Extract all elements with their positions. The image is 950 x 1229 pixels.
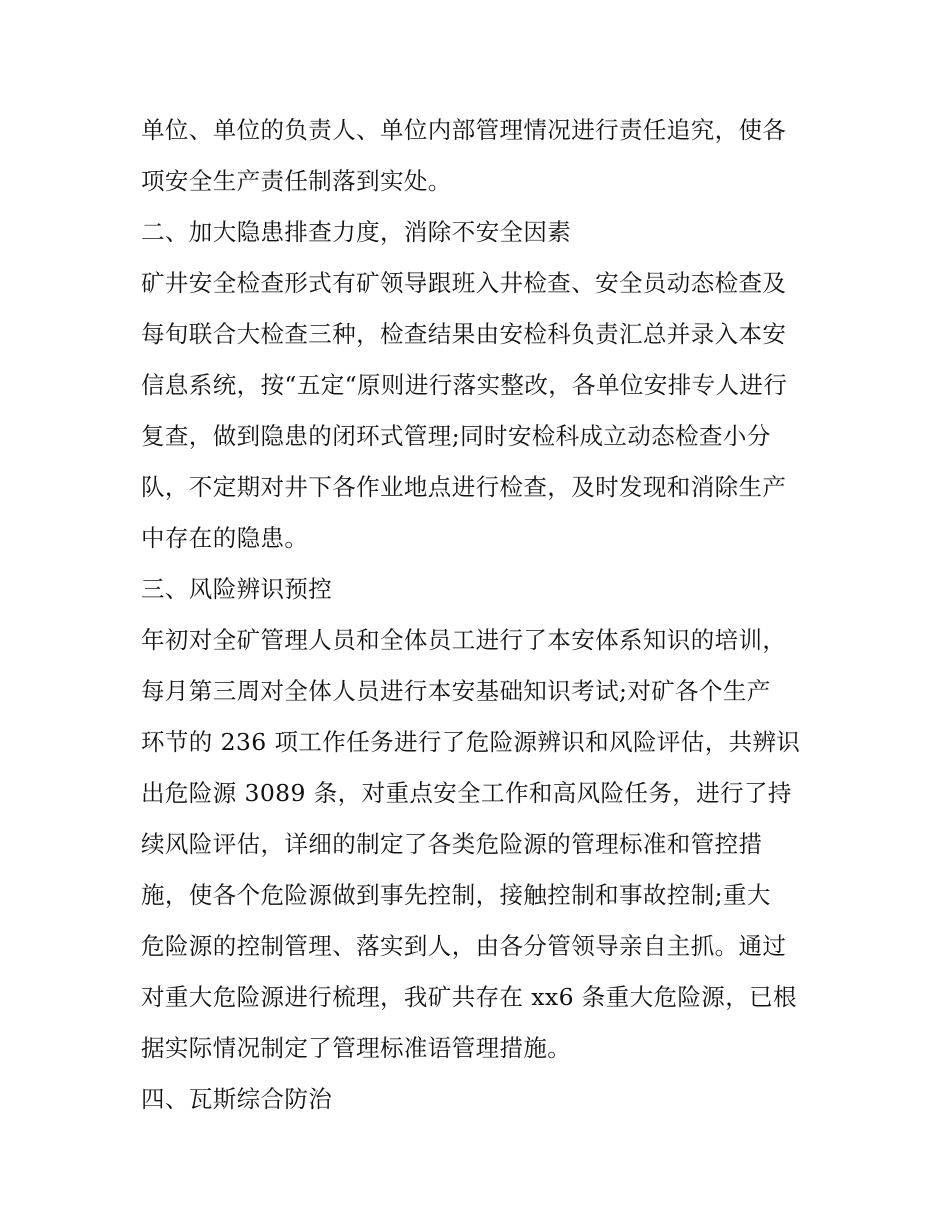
body-text-line: 危险源的控制管理、落实到人，由各分管领导亲自主抓。通过	[141, 932, 787, 960]
section-heading-4: 四、瓦斯综合防治	[141, 1085, 333, 1113]
body-text-line: 复查，做到隐患的闭环式管理;同时安检科成立动态检查小分	[141, 422, 771, 450]
body-text-line: 矿井安全检查形式有矿领导跟班入井检查、安全员动态检查及	[141, 269, 787, 297]
body-text-line: 对重大危险源进行梳理，我矿共存在 xx6 条重大危险源，已根	[141, 983, 797, 1011]
body-text-line: 每月第三周对全体人员进行本安基础知识考试;对矿各个生产	[141, 677, 771, 705]
body-text-line: 施，使各个危险源做到事先控制，接触控制和事故控制;重大	[141, 881, 771, 909]
body-text-line: 信息系统，按“五定“原则进行落实整改，各单位安排专人进行	[141, 371, 788, 399]
body-text-line: 单位、单位的负责人、单位内部管理情况进行责任追究，使各	[141, 116, 787, 144]
body-text-line: 据实际情况制定了管理标准语管理措施。	[141, 1034, 572, 1062]
section-heading-2: 二、加大隐患排查力度，消除不安全因素	[141, 218, 572, 246]
body-text-line: 年初对全矿管理人员和全体员工进行了本安体系知识的培训，	[141, 626, 787, 654]
document-body	[141, 105, 821, 1125]
body-text-line: 队，不定期对井下各作业地点进行检查，及时发现和消除生产	[141, 473, 787, 501]
section-heading-3: 三、风险辨识预控	[141, 575, 333, 603]
body-text-line: 中存在的隐患。	[141, 524, 309, 552]
body-text-line: 环节的 236 项工作任务进行了危险源辨识和风险评估，共辨识	[141, 728, 801, 756]
body-text-line: 续风险评估，详细的制定了各类危险源的管理标准和管控措	[141, 830, 763, 858]
body-text-line: 出危险源 3089 条，对重点安全工作和高风险任务，进行了持	[141, 779, 792, 807]
body-text-line: 项安全生产责任制落到实处。	[141, 167, 452, 195]
body-text-line: 每旬联合大检查三种，检查结果由安检科负责汇总并录入本安	[141, 320, 787, 348]
